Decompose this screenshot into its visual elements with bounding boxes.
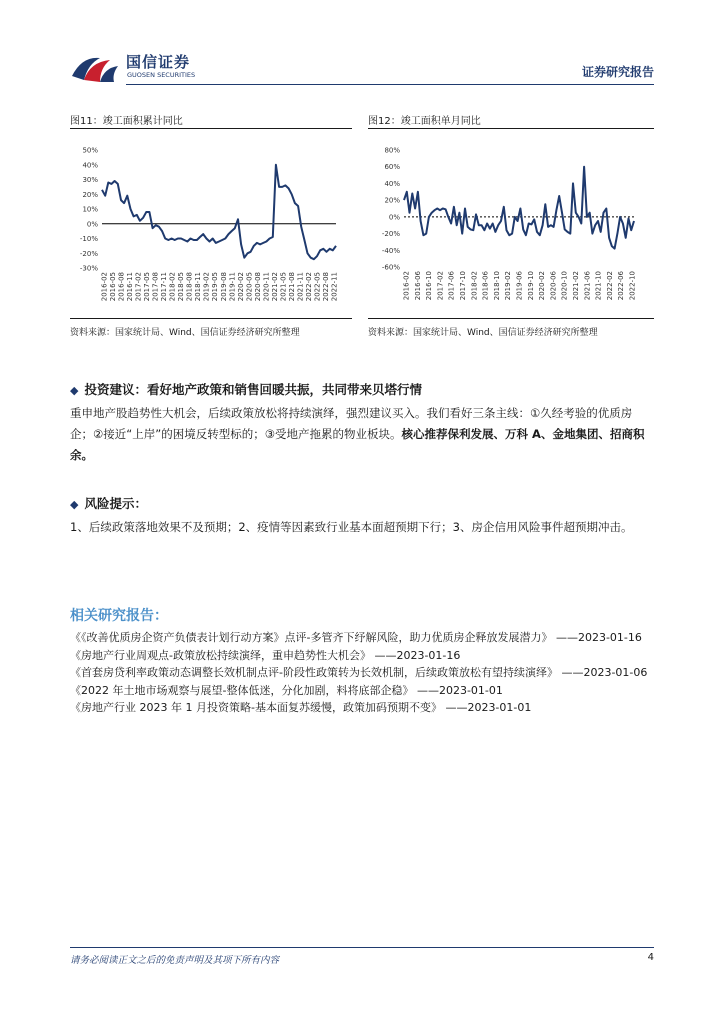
fig11-source-rule [70, 318, 352, 319]
fig11-caption: 图11：竣工面积累计同比 [70, 116, 183, 127]
fig11-x-tick-label: 2020-08 [253, 272, 262, 302]
invest-recommendation: 核心推荐保利发展、万科 A、金地集团、招商积余。 [70, 427, 645, 462]
risk-heading [70, 494, 147, 512]
fig11-y-tick-label: -10% [79, 235, 98, 243]
related-reports-list [70, 629, 656, 717]
fig11-x-tick-label: 2022-11 [330, 272, 339, 302]
fig11-x-tick-label: 2022-02 [304, 272, 313, 302]
fig12-y-tick-label: 20% [384, 196, 400, 205]
fig12-chart [368, 140, 652, 312]
fig11-y-tick-label: 50% [82, 146, 98, 155]
fig12-x-tick-label: 2020-02 [538, 271, 547, 301]
fig11-x-tick-label: 2020-11 [262, 272, 271, 302]
fig11-x-tick-label: 2019-02 [202, 272, 211, 302]
fig11-x-tick-label: 2018-11 [194, 272, 203, 302]
fig11-y-tick-label: -20% [79, 249, 98, 258]
fig12-x-tick-label: 2018-10 [492, 271, 501, 301]
fig12-caption-rule [368, 128, 654, 129]
fig11-x-tick-label: 2021-02 [270, 272, 279, 302]
fig12-x-tick-label: 2016-02 [402, 271, 411, 301]
fig11-series-line [102, 165, 336, 259]
report-type-title: 证券研究报告 [581, 65, 654, 79]
fig11-chart [70, 140, 350, 312]
fig11-x-tick-label: 2016-11 [126, 272, 135, 302]
fig11-x-tick-label: 2016-05 [109, 272, 118, 302]
fig11-x-tick-label: 2019-05 [211, 272, 220, 302]
risk-title: 风险提示： [84, 496, 147, 511]
fig12-x-tick-label: 2016-06 [413, 271, 422, 301]
fig12-x-tick-label: 2021-10 [594, 271, 603, 301]
risk-paragraph: 1、后续政策落地效果不及预期；2、疫情等因素致行业基本面超预期下行；3、房企信用风险事件超预期冲击。 [70, 520, 633, 534]
fig11-x-tick-label: 2019-11 [228, 272, 237, 302]
logo-english-name: GUOSEN SECURITIES [127, 71, 196, 79]
fig12-x-tick-label: 2020-06 [549, 271, 558, 301]
fig12-x-tick-label: 2022-10 [628, 271, 637, 301]
fig12-x-tick-label: 2018-02 [470, 271, 479, 301]
fig12-x-tick-label: 2021-02 [572, 271, 580, 301]
fig12-y-tick-label: -20% [381, 230, 400, 239]
fig11-x-tick-label: 2020-05 [245, 272, 254, 302]
fig12-x-tick-label: 2019-02 [504, 271, 513, 301]
fig11-y-tick-label: 30% [82, 176, 98, 184]
invest-heading [70, 380, 422, 398]
fig12-x-tick-label: 2020-10 [560, 271, 569, 301]
fig12-source-rule [368, 318, 654, 319]
related-report-item[interactable]: 《房地产行业 2023 年 1 月投资策略-基本面复苏缓慢，政策加码预期不变》 ——2023-01-01 [70, 701, 532, 714]
fig11-y-tick-label: 0% [86, 220, 98, 229]
fig11-y-tick-label: 10% [82, 205, 98, 214]
fig12-x-tick-label: 2021-06 [583, 271, 592, 301]
fig12-x-tick-label: 2019-10 [526, 271, 535, 301]
fig12-x-tick-label: 2019-06 [515, 271, 524, 301]
fig11-x-tick-label: 2018-02 [168, 272, 177, 302]
related-reports-title: 相关研究报告： [70, 608, 168, 624]
fig12-y-tick-label: 0% [388, 213, 400, 222]
related-report-item[interactable]: 《房地产行业周观点-政策放松持续演绎，重申趋势性大机会》 ——2023-01-16 [70, 648, 461, 662]
diamond-bullet-icon: ◆ [70, 498, 79, 511]
fig11-x-tick-label: 2022-05 [313, 272, 322, 302]
fig12-x-tick-label: 2022-06 [617, 271, 626, 301]
fig11-x-tick-label: 2020-02 [236, 272, 245, 302]
footer-divider [70, 947, 654, 948]
fig11-x-tick-label: 2018-08 [185, 272, 194, 302]
fig12-caption: 图12：竣工面积单月同比 [368, 116, 481, 127]
fig11-y-tick-label: 20% [82, 190, 98, 199]
invest-body: 重申地产股趋势性大机会，后续政策放松将持续演绎，强烈建议买入。我们看好三条主线：①久经考验的优质房企；②接近“上岸”的困境反转型标的；③受地产拖累的物业板块。 [70, 406, 633, 441]
fig12-x-tick-label: 2016-10 [425, 271, 434, 301]
fig11-x-tick-label: 2021-11 [296, 272, 305, 302]
fig11-x-tick-label: 2016-02 [100, 272, 109, 302]
invest-title: 投资建议：看好地产政策和销售回暖共振，共同带来贝塔行情 [84, 382, 422, 397]
fig12-x-tick-label: 2017-10 [459, 271, 467, 301]
fig11-x-tick-label: 2019-08 [219, 272, 228, 302]
fig12-y-tick-label: 80% [384, 146, 400, 155]
fig12-series-line [404, 167, 634, 249]
logo-chinese-name: 国信证券 [126, 53, 191, 71]
fig11-source: 资料来源：国家统计局、Wind、国信证券经济研究所整理 [70, 328, 300, 338]
fig11-x-tick-label: 2017-02 [134, 272, 143, 302]
fig11-caption-rule [70, 128, 352, 129]
fig11-y-tick-label: 40% [82, 161, 98, 170]
footer-disclaimer: 请务必阅读正文之后的免责声明及其项下所有内容 [70, 955, 280, 966]
related-report-item[interactable]: 《2022 年土地市场观察与展望-整体低迷，分化加剧，料将底部企稳》 ——2023-01-01 [70, 683, 503, 697]
header-divider [126, 84, 654, 85]
fig11-x-tick-label: 2021-05 [279, 272, 288, 302]
related-report-item[interactable]: 《《改善优质房企资产负债表计划行动方案》点评-多管齐下纾解风险，助力优质房企释放发展潜力》 ——2023-01-16 [70, 631, 642, 644]
fig11-x-tick-label: 2016-08 [117, 272, 126, 302]
related-report-item[interactable]: 《首套房贷利率政策动态调整长效机制点评-阶段性政策转为长效机制，后续政策放松有望持续演绎》 ——2023-01-06 [70, 666, 648, 679]
fig11-x-tick-label: 2022-08 [321, 272, 330, 302]
fig12-y-tick-label: -60% [381, 263, 400, 272]
fig12-x-tick-label: 2017-06 [447, 271, 456, 301]
fig12-y-tick-label: 60% [384, 163, 400, 172]
fig12-y-tick-label: -40% [381, 246, 400, 255]
fig11-x-tick-label: 2017-08 [151, 272, 160, 302]
fig11-y-tick-label: -30% [79, 264, 98, 273]
page-number: 4 [647, 952, 654, 963]
fig12-x-tick-label: 2017-02 [436, 271, 445, 301]
fig11-x-tick-label: 2018-05 [177, 272, 186, 302]
fig12-source: 资料来源：国家统计局、Wind、国信证券经济研究所整理 [368, 328, 598, 338]
fig12-x-tick-label: 2018-06 [481, 271, 490, 301]
diamond-bullet-icon: ◆ [70, 384, 79, 397]
fig12-x-tick-label: 2022-02 [605, 271, 614, 301]
fig12-y-tick-label: 40% [384, 179, 400, 188]
fig11-x-tick-label: 2021-08 [287, 272, 296, 302]
guosen-logo-icon [70, 54, 120, 84]
fig11-x-tick-label: 2017-05 [143, 272, 152, 302]
invest-paragraph [70, 403, 655, 466]
fig11-x-tick-label: 2017-11 [160, 272, 169, 302]
